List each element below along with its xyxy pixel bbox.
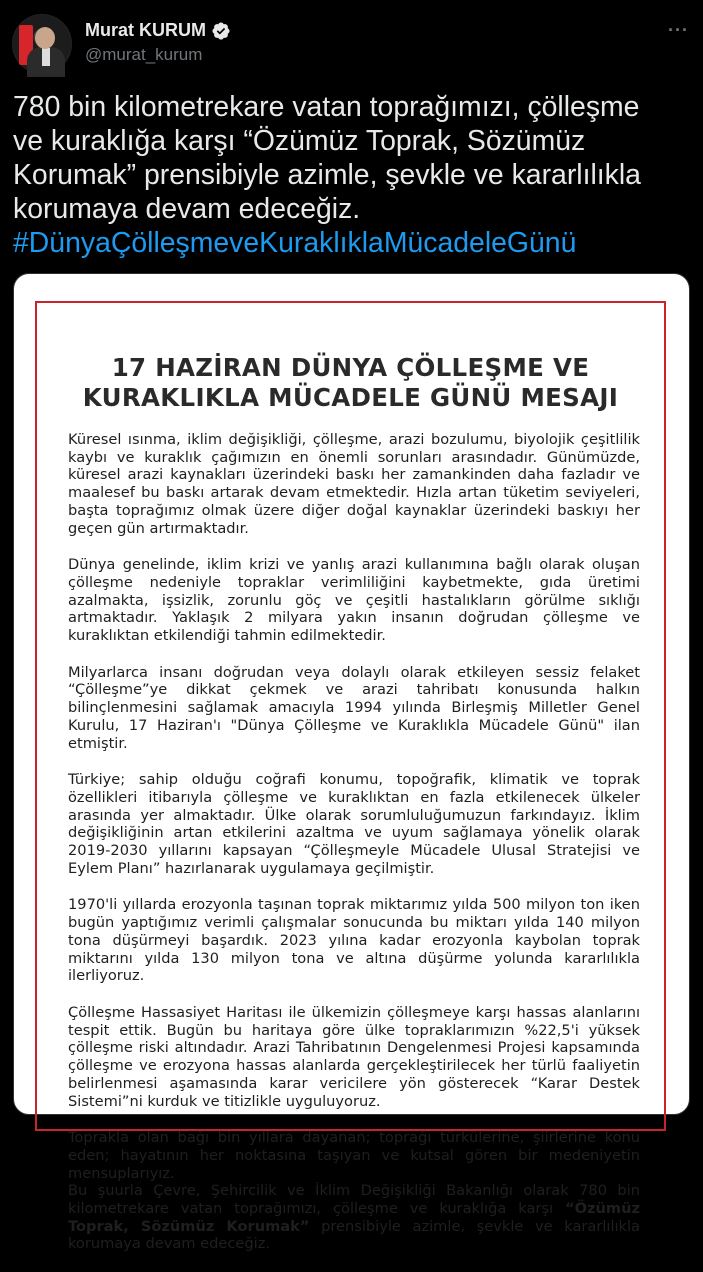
avatar-shirt [42,48,50,66]
last-paragraph-suffix: prensibiyle azimle, şevkle ve kararlılıkla korumaya devam edeceğiz. [68,1217,640,1253]
document-paragraph: Küresel ısınma, iklim değişikliği, çölleşme, arazi bozulumu, biyolojik çeşitlilik kaybı ve kuraklık çağımızın en önemli sorunları arasındadır. Günümüzde, küresel arazi kaynakları üzerindeki baskı her zamankinden daha fazladır ve maalesef bu baskı artarak devam etmektedir. Hızla artan tüketim seviyeleri, başta toprağımız olmak üzere diğer doğal kaynaklar üzerindeki baskıyı her geçen gün artırmaktadır. [68,431,640,537]
document-body [68,431,640,1272]
document-paragraph: Milyarlarca insanı doğrudan veya dolaylı olarak etkileyen sessiz felaket “Çölleşme”ye dikkat çekmek ve arazi tahribatı konusunda halkın bilinçlenmesini sağlamak amacıyla 1994 yılında Birleşmiş Milletler Genel Kurulu, 17 Haziran'ı "Dünya Çölleşme ve Kuraklıkla Mücadele Günü" ilan etmiştir. [68,663,640,752]
tweet-header [12,14,691,74]
tweet-body: 780 bin kilometrekare vatan toprağımızı, çölleşme ve kuraklığa karşı “Özümüz Toprak, Sözümüz Korumak” prensibiyle azimle, şevkle ve kararlılıkla korumaya devam edeceğiz. [13,91,641,225]
document-title-line-1: 17 HAZİRAN DÜNYA ÇÖLLEŞME VE [111,353,590,382]
verified-badge-icon [211,21,231,41]
document-title [37,353,664,413]
hashtag-link[interactable]: #DünyaÇölleşmeveKuraklıklaMücadeleGünü [13,227,577,259]
tweet-text [13,90,673,260]
document-frame [35,301,666,1253]
author-name-row [85,20,231,41]
author-handle[interactable]: @murat_kurum [85,45,203,64]
author-name[interactable]: Murat KURUM [85,20,206,40]
author-avatar[interactable] [12,14,72,74]
document-paragraph: Dünya genelinde, iklim krizi ve yanlış arazi kullanımına bağlı olarak oluşan çölleşme nedeniyle topraklar verimliliğini kaybetmekte, gıda üretimi azalmakta, işsizlik, zorunlu göç ve çeşitli hastalıkların görülme sıklığı artmaktadır. Yaklaşık 2 milyara yakın insanın doğrudan çölleşme ve kuraklıktan etkilendiği tahmin edilmektedir. [68,556,640,645]
last-paragraph-line-1: Toprakla olan bağı bin yıllara dayanan; toprağı türkülerine, şiirlerine konu eden; hayatının her noktasına taşıyan ve kutsal gören bir medeniyetin mensuplarıyız. [68,1129,640,1182]
tweet-image[interactable] [13,273,690,1253]
avatar-face [35,27,55,49]
document-title-line-2: KURAKLIKLA MÜCADELE GÜNÜ MESAJI [82,383,619,412]
document-paragraph: Türkiye; sahip olduğu coğrafi konumu, topoğrafik, klimatik ve toprak özellikleri itibarıyla çölleşme ve kuraklıktan en fazla etkilenecek ülkeler arasında yer almaktadır. Ülke olarak sorumluluğumuzun farkındayız. İklim değişikliğinin artan etkilerini azaltma ve uyum sağlamaya yönelik olarak 2019-2030 yıllarını kapsayan “Çölleşmeyle Mücadele Ulusal Stratejisi ve Eylem Planı” hazırlanarak uygulamaya geçilmiştir. [68,771,640,877]
slogan-bold: “Özümüz Toprak, Sözümüz Korumak” [68,1200,640,1235]
document-paragraph-last [68,1129,640,1253]
last-paragraph-prefix: Bu şuurla Çevre, Şehircilik ve İklim Değişikliği Bakanlığı olarak 780 bin kilometrekare vatan toprağımızı, çölleşme ve kuraklığa karşı [68,1182,640,1218]
document-paragraph: Çölleşme Hassasiyet Haritası ile ülkemizin çölleşmeye karşı hassas alanlarını tespit ettik. Bugün bu haritaya göre ülke topraklarımızın %22,5'i yüksek çölleşme riski altındadır. Arazi Tahribatının Dengelenmesi Projesi kapsamında çölleşme ve erozyona hassas alanlarda gerçekleştirilecek her türlü faaliyetin belirlenmesi aşamasında karar vericilere yön gösterecek “Karar Destek Sistemi”ni kurduk ve titizlikle uyguluyoruz. [68,1003,640,1110]
document-paragraph: 1970'li yıllarda erozyonla taşınan toprak miktarımız yılda 500 milyon ton iken bugün yaptığımız verimli çalışmalar sonucunda bu miktarı yılda 140 milyon tona düşürmeyi başardık. 2023 yılına kadar erozyonla kaybolan toprak miktarını yılda 130 milyon tona ve altına düşürme yolunda kararlılıkla ilerliyoruz. [68,896,640,985]
more-options-icon[interactable]: ··· [668,20,689,40]
